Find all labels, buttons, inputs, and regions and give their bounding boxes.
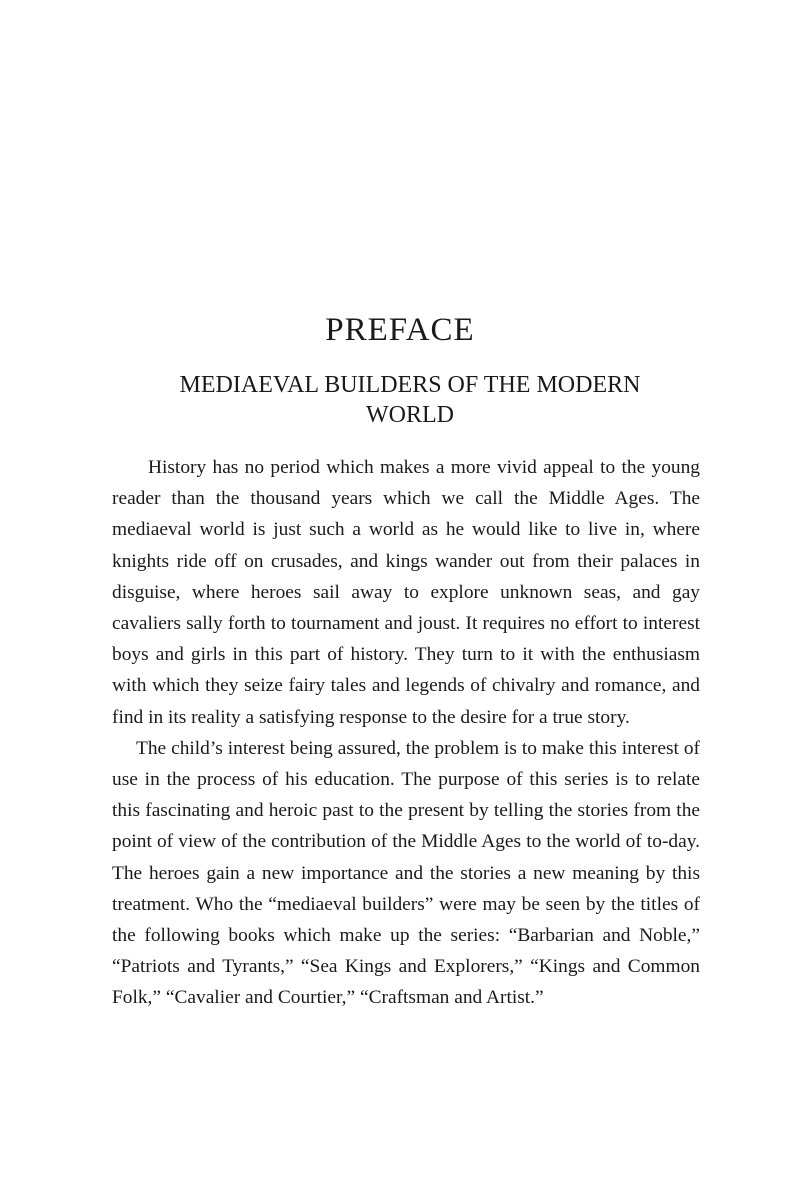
paragraph-1: History has no period which makes a more vivid appeal to the young reader than the thousand years which we call the Middle Ages. The mediaeval world is just such a world as he would like to live in, where knights ride off on crusades, and kings wander out from their palaces in disguise, where heroes sail away to explore unknown seas, and gay cavaliers sally forth to tournament and joust. It requires no effort to interest boys and girls in this part of history. They turn to it with the enthusiasm with which they seize fairy tales and legends of chivalry and romance, and find in its reality a satisfying response to the desire for a true story. bbox=[112, 457, 700, 728]
page-subtitle: MEDIAEVAL BUILDERS OF THE MODERN WORLD bbox=[179, 372, 641, 428]
body-text bbox=[112, 452, 700, 1014]
page-title: PREFACE bbox=[325, 312, 475, 348]
paragraph-2: The child’s interest being assured, the problem is to make this interest of use in the process of his education. The purpose of this series is to relate this fascinating and heroic past to the present by telling the stories from the point of view of the contribution of the Middle Ages to the world of to-day. The heroes gain a new importance and the stories a new meaning by this treatment. Who the “mediaeval builders” were may be seen by the titles of the following books which make up the series: “Barbarian and Noble,” “Patriots and Tyrants,” “Sea Kings and Explorers,” “Kings and Common Folk,” “Cavalier and Courtier,” “Craftsman and Artist.” bbox=[112, 737, 700, 1009]
